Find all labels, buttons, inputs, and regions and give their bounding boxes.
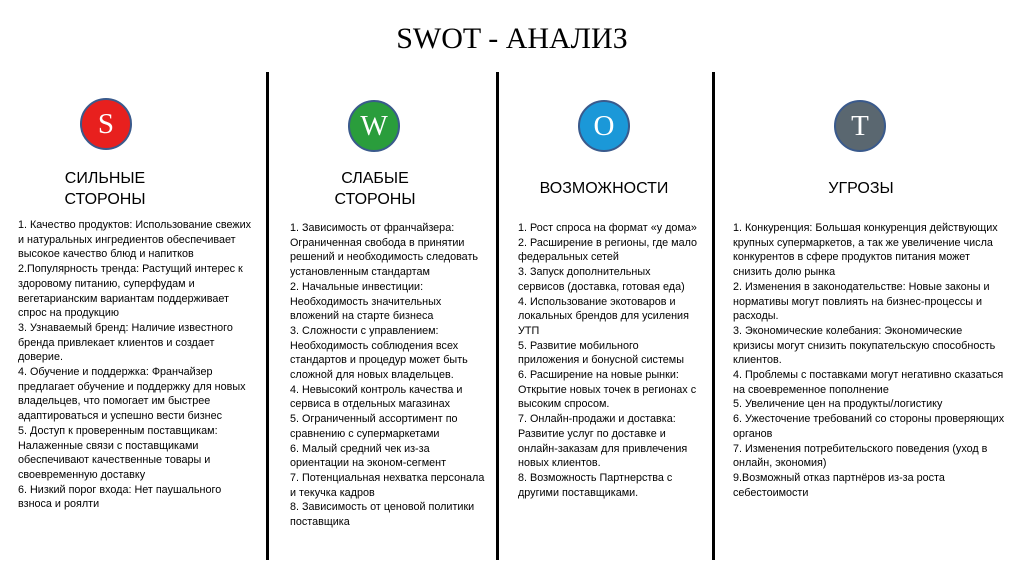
list-item: 6. Низкий порог входа: Нет паушального взноса и роялти <box>18 483 222 511</box>
list-item: 1. Конкуренция: Большая конкуренция действующих крупных супермаркетов, а так же увеличение числа конкурентов в сфере продуктов питания может снизить долю рынка <box>733 222 998 279</box>
list-item: 9.Возможный отказ партнёров из-за роста себестоимости <box>733 471 945 499</box>
opportunities-list <box>518 221 698 500</box>
list-item: 4. Обучение и поддержка: Франчайзер предлагает обучение и поддержку для новых владельцев, что помогает им быстрее адаптироваться и успешно вести бизнес <box>18 366 246 423</box>
list-item: 4. Невысокий контроль качества и сервиса в отдельных магазинах <box>290 383 463 411</box>
list-item: 5. Увеличение цен на продукты/логистику <box>733 398 943 411</box>
strengths-badge: S <box>80 98 132 150</box>
list-item: 4. Проблемы с поставками могут негативно сказаться на своевременное пополнение <box>733 369 1004 396</box>
weaknesses-badge: W <box>348 100 400 152</box>
opportunities-heading: ВОЗМОЖНОСТИ <box>539 180 669 197</box>
list-item: 8. Зависимость от ценовой политики поставщика <box>290 501 475 529</box>
list-item: 8. Возможность Партнерства с другими поставщиками. <box>518 471 673 499</box>
list-item: 2. Начальные инвестиции: Необходимость значительных вложений на старте бизнеса <box>290 280 442 323</box>
list-item: 7. Изменения потребительского поведения (уход в онлайн, экономия) <box>733 442 988 470</box>
column-divider <box>496 72 499 560</box>
list-item: 7. Потенциальная нехватка персонала и текучка кадров <box>290 471 485 499</box>
opportunities-badge: O <box>578 100 630 152</box>
list-item: 2. Расширение в регионы, где мало федеральных сетей <box>518 236 698 264</box>
list-item: 7. Онлайн-продажи и доставка: Развитие услуг по доставке и онлайн-заказам для привлечения новых клиентов. <box>518 413 688 470</box>
list-item: 3. Запуск дополнительных сервисов (доставка, готовая еда) <box>518 266 685 293</box>
list-item: 6. Малый средний чек из-за ориентации на эконом-сегмент <box>290 442 447 470</box>
list-item: 3. Экономические колебания: Экономические кризисы могут снизить покупательскую способность клиентов. <box>733 324 996 367</box>
threats-badge: T <box>834 100 886 152</box>
list-item: 1. Рост спроса на формат «у дома» <box>518 222 697 234</box>
list-item: 1. Качество продуктов: Использование свежих и натуральных ингредиентов обеспечивает высокое качество блюд и напитков <box>18 219 252 261</box>
list-item: 2. Изменения в законодательстве: Новые законы и нормативы могут повлиять на бизнес-процессы и расходы. <box>733 280 990 323</box>
weaknesses-list <box>290 221 490 530</box>
threats-heading: УГРОЗЫ <box>828 180 894 197</box>
list-item: 5. Доступ к проверенным поставщикам: Налаженные связи с поставщиками обеспечивают качественные товары и своевременную доставку <box>18 424 218 481</box>
list-item: 2.Популярность тренда: Растущий интерес к здоровому питанию, суперфудам и вегетарианским вариантам поддерживает спрос на продукцию <box>18 263 243 320</box>
threats-list <box>733 221 1005 500</box>
list-item: 5. Развитие мобильного приложения и бонусной системы <box>518 339 684 367</box>
column-divider <box>712 72 715 560</box>
list-item: 6. Ужесточение требований со стороны проверяющих органов <box>733 413 1005 440</box>
list-item: 6. Расширение на новые рынки: Открытие новых точек в регионах с высоким спросом. <box>518 369 697 411</box>
list-item: 1. Зависимость от франчайзера: Ограниченная свобода в принятии решений и необходимость следовать установленным стандартам <box>290 222 479 279</box>
list-item: 5. Ограниченный ассортимент по сравнению с супермаркетами <box>290 413 458 440</box>
weaknesses-heading: СЛАБЫЕ СТОРОНЫ <box>334 170 416 208</box>
strengths-heading: СИЛЬНЫЕ СТОРОНЫ <box>64 170 146 208</box>
list-item: 3. Узнаваемый бренд: Наличие известного бренда привлекает клиентов и создает доверие. <box>18 321 233 364</box>
list-item: 4. Использование экотоваров и локальных брендов для усиления УТП <box>518 295 689 337</box>
page-title: SWOT - АНАЛИЗ <box>396 22 628 55</box>
list-item: 3. Сложности с управлением: Необходимость соблюдения всех стандартов и процедур может быть сложной для новых владельцев. <box>290 324 468 382</box>
strengths-list <box>18 218 256 512</box>
column-divider <box>266 72 269 560</box>
